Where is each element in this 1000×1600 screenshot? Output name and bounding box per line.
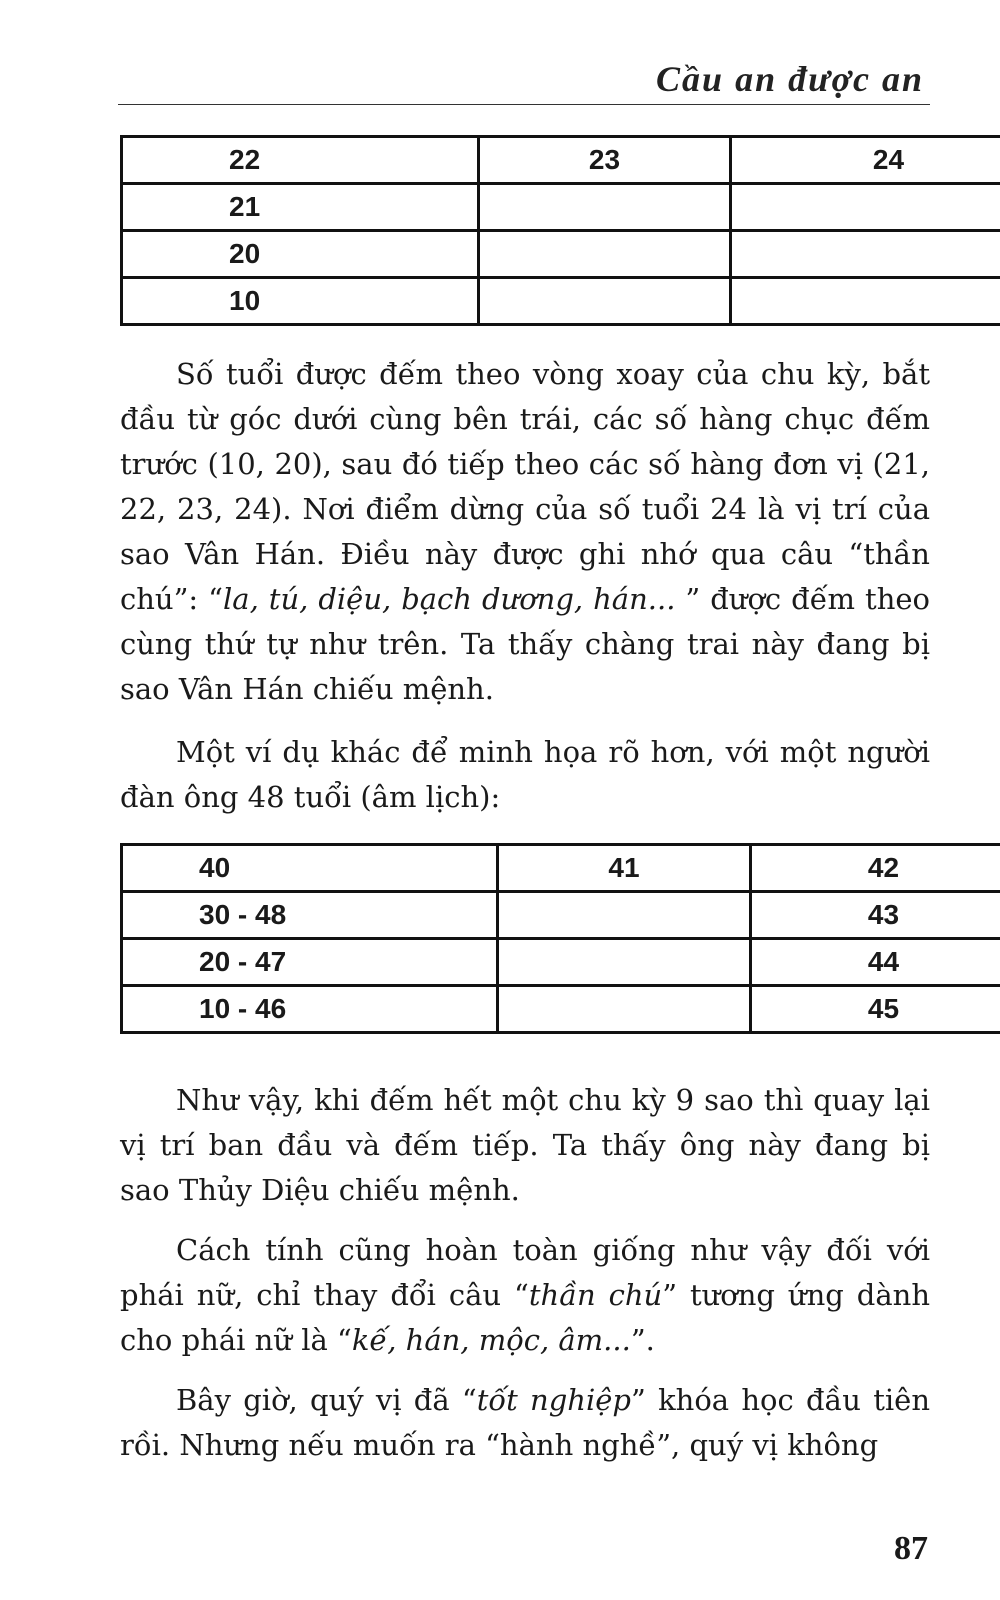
table-cell	[498, 892, 751, 939]
paragraph-text: Cách tính cũng hoàn toàn giống như vậy đối với phái nữ, chỉ thay đổi câu “	[120, 1233, 930, 1312]
paragraph-text: Số tuổi được đếm theo vòng xoay của chu kỳ, bắt đầu từ góc dưới cùng bên trái, các số hàng chục đếm trước (10, 20), sau đó tiếp theo các số hàng đơn vị (21, 22, 23, 24). Nơi điểm dừng của số tuổi 24 là vị trí của sao Vân Hán. Điều này được ghi nhớ qua câu “thần chú”: “	[120, 357, 930, 616]
table-cell	[731, 231, 1000, 278]
paragraph-text: ” khóa học đầu tiên rồi. Nhưng nếu muốn ra “hành nghề”, quý vị không	[120, 1383, 930, 1462]
paragraph-text: Bây giờ, quý vị đã “	[176, 1383, 477, 1417]
table-cell	[479, 231, 731, 278]
age-grid-table-1	[120, 135, 1000, 326]
table-cell: 44	[751, 939, 1000, 986]
paragraph-text: ” tương ứng dành cho phái nữ là “	[120, 1278, 931, 1357]
table-cell	[498, 986, 751, 1033]
table-cell	[479, 278, 731, 325]
table-cell: 20	[122, 231, 479, 278]
table-row	[122, 184, 1000, 231]
table-cell: 10 - 46	[122, 986, 498, 1033]
table-cell: 30 - 48	[122, 892, 498, 939]
table-row	[122, 892, 1000, 939]
paragraph-text: ” được đếm theo cùng thứ tự như trên. Ta thấy chàng trai này đang bị sao Vân Hán chiếu mệnh.	[120, 582, 930, 706]
paragraph-1	[120, 352, 930, 712]
page-number: 87	[894, 1530, 928, 1567]
table-row	[122, 231, 1000, 278]
paragraph-3: Như vậy, khi đếm hết một chu kỳ 9 sao thì quay lại vị trí ban đầu và đếm tiếp. Ta thấy ông này đang bị sao Thủy Diệu chiếu mệnh.	[120, 1083, 930, 1207]
table-cell	[731, 278, 1000, 325]
table-cell: 45	[751, 986, 1000, 1033]
running-header	[118, 56, 930, 105]
table-row	[122, 986, 1000, 1033]
table-row	[122, 845, 1000, 892]
table-cell: 10	[122, 278, 479, 325]
table-row	[122, 278, 1000, 325]
table-cell: 24	[731, 137, 1000, 184]
table-cell: 20 - 47	[122, 939, 498, 986]
mantra-text: kế, hán, mộc, âm...	[351, 1323, 631, 1357]
paragraph-4	[120, 1228, 930, 1363]
paragraph-text: ”.	[630, 1323, 655, 1357]
header-title: Cầu an được an	[656, 59, 924, 99]
table-cell	[731, 184, 1000, 231]
table-cell: 41	[498, 845, 751, 892]
table-cell: 43	[751, 892, 1000, 939]
emphasis-text: thần chú	[528, 1278, 663, 1312]
table-cell	[479, 184, 731, 231]
paragraph-5	[120, 1378, 930, 1468]
age-grid-table-2	[120, 843, 1000, 1034]
table-cell: 22	[122, 137, 479, 184]
table-cell: 21	[122, 184, 479, 231]
mantra-text: la, tú, diệu, bạch dương, hán...	[223, 582, 676, 616]
table-cell: 23	[479, 137, 731, 184]
table-cell: 40	[122, 845, 498, 892]
emphasis-text: tốt nghiệp	[476, 1383, 631, 1417]
table-cell: 42	[751, 845, 1000, 892]
table-cell	[498, 939, 751, 986]
table-row	[122, 939, 1000, 986]
paragraph-2: Một ví dụ khác để minh họa rõ hơn, với một người đàn ông 48 tuổi (âm lịch):	[120, 735, 930, 814]
table-row	[122, 137, 1000, 184]
